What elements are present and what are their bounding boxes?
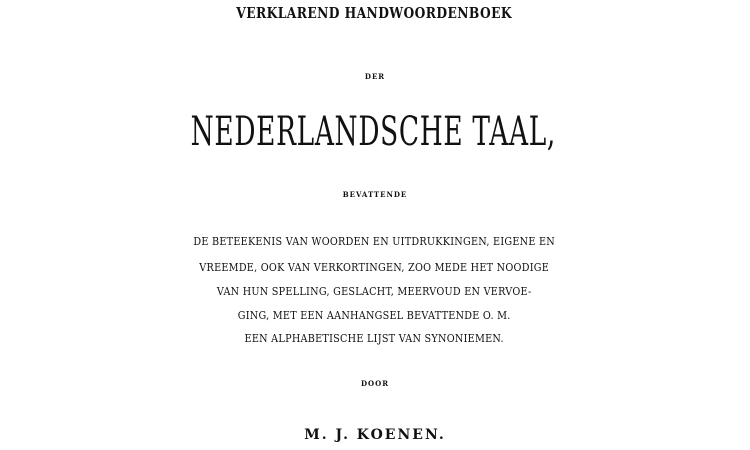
book-main-title: NEDERLANDSCHE TAAL, [190, 109, 556, 155]
description-line: GING, MET EEN AANHANGSEL BEVATTENDE O. M. [237, 308, 511, 322]
description-line: VREEMDE, OOK VAN VERKORTINGEN, ZOO MEDE HET NOODIGE [199, 260, 550, 274]
bevattende-label: BEVATTENDE [342, 190, 408, 199]
description-line: VAN HUN SPELLING, GESLACHT, MEERVOUD EN VERVOE- [216, 284, 532, 298]
description-line: EEN ALPHABETISCHE LIJST VAN SYNONIEMEN. [244, 331, 504, 345]
author-name: M. J. KOENEN. [304, 427, 446, 443]
der-label: DER [364, 72, 386, 81]
book-title-top: VERKLAREND HANDWOORDENBOEK [236, 4, 512, 22]
description-line: DE BETEEKENIS VAN WOORDEN EN UITDRUKKINGEN, EIGENE EN [193, 234, 556, 248]
door-label: DOOR [360, 379, 390, 388]
